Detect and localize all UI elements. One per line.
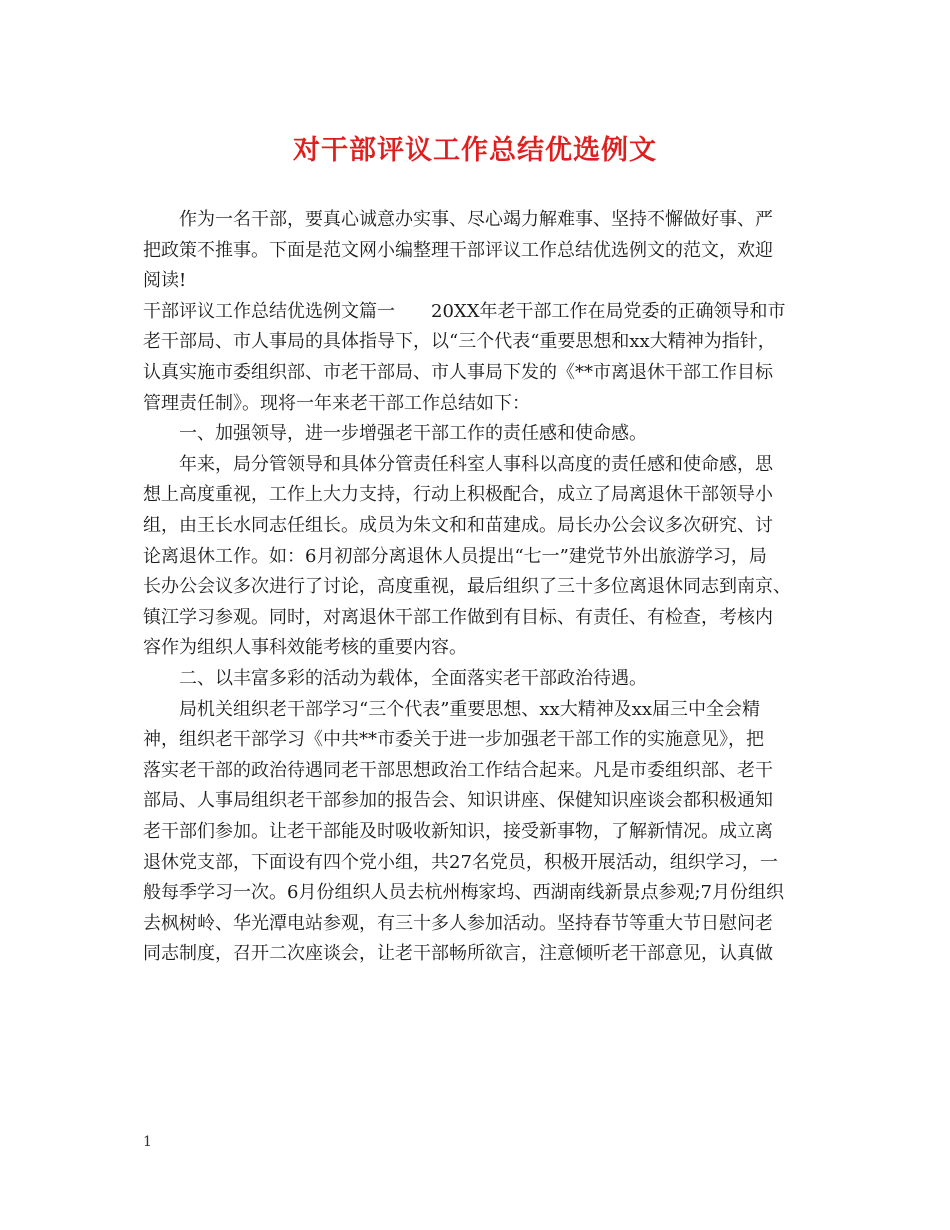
- body-text-line: 把政策不推事。下面是范文网小编整理干部评议工作总结优选例文的范文，欢迎: [143, 239, 773, 261]
- body-text-line: 年来，局分管领导和具体分管责任科室人事科以高度的责任感和使命感，思: [143, 453, 773, 475]
- body-text-line: 二、以丰富多彩的活动为载体，全面落实老干部政治待遇。: [143, 668, 647, 689]
- body-text-line: 同志制度，召开二次座谈会，让老干部畅所欲言，注意倾听老干部意见，认真做: [143, 943, 773, 965]
- body-text-line: 老干部们参加。让老干部能及时吸收新知识，接受新事物，了解新情况。成立离: [143, 821, 773, 842]
- body-text-line: 容作为组织人事科效能考核的重要内容。: [143, 637, 467, 659]
- body-text-line: 神，组织老干部学习《中共**市委关于进一步加强老干部工作的实施意见》，把: [143, 729, 764, 751]
- document-title: 对干部评议工作总结优选例文: [293, 135, 657, 166]
- body-text-line: 镇江学习参观。同时，对离退休干部工作做到有目标、有责任、有检查，考核内: [143, 606, 773, 628]
- body-text-line: 般每季学习一次。6月份组织人员去杭州梅家坞、西湖南线新景点参观;7月份组织: [143, 882, 784, 904]
- body-text-line: 一、加强领导，进一步增强老干部工作的责任感和使命感。: [143, 423, 647, 445]
- body-text-line: 部局、人事局组织老干部参加的报告会、知识讲座、保健知识座谈会都积极通知: [143, 790, 773, 812]
- body-text-line: 干部评议工作总结优选例文篇一 20XX年老干部工作在局党委的正确领导和市: [143, 300, 786, 322]
- body-text-line: 阅读!: [143, 270, 187, 292]
- body-text-line: 局机关组织老干部学习“三个代表”重要思想、xx大精神及xx届三中全会精: [143, 698, 761, 720]
- page-number: 1: [143, 1134, 152, 1150]
- body-text-line: 认真实施市委组织部、市老干部局、市人事局下发的《**市离退休干部工作目标: [143, 362, 773, 383]
- body-text-line: 管理责任制》。现将一年来老干部工作总结如下：: [143, 392, 530, 414]
- body-text-line: 去枫树岭、华光潭电站参观，有三十多人参加活动。坚持春节等重大节日慰问老: [143, 912, 773, 934]
- body-text-line: 落实老干部的政治待遇同老干部思想政治工作结合起来。凡是市委组织部、老干: [143, 759, 773, 781]
- body-text-line: 长办公会议多次进行了讨论，高度重视，最后组织了三十多位离退休同志到南京、: [143, 576, 791, 598]
- body-text-line: 老干部局、市人事局的具体指导下，以“三个代表“重要思想和xx大精神为指针，: [143, 331, 776, 353]
- body-text-line: 作为一名干部，要真心诚意办实事、尽心竭力解难事、坚持不懈做好事、严: [143, 209, 773, 230]
- body-text-line: 组，由王长水同志任组长。成员为朱文和和苗建成。局长办公会议多次研究、讨: [143, 515, 773, 536]
- body-text-line: 论离退休工作。如：6月初部分离退休人员提出“七一”建党节外出旅游学习，局: [143, 545, 767, 567]
- body-text-line: 想上高度重视，工作上大力支持，行动上积极配合，成立了局离退休干部领导小: [143, 484, 773, 506]
- body-text-line: 退休党支部，下面设有四个党小组，共27名党员，积极开展活动，组织学习，一: [143, 851, 778, 873]
